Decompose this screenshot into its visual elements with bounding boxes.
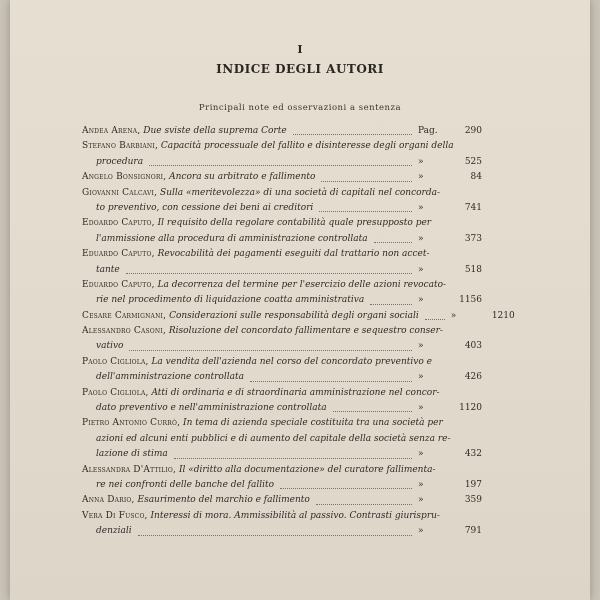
page-ref-number: 1156: [459, 295, 482, 306]
index-entry-line: [82, 247, 482, 262]
index-entry-line: [82, 232, 482, 247]
index-entry-line: [82, 293, 482, 308]
work-title: Ancora su arbitrato e fallimento: [169, 172, 316, 183]
index-entry: [82, 324, 482, 355]
work-title: Interessi di mora. Ammissibilità al passivo. Contrasti giurispru-: [150, 510, 440, 521]
index-entry: [82, 386, 482, 417]
page-ref-number: 525: [464, 156, 482, 167]
page-ref-number: 741: [464, 202, 482, 213]
author-name: Cesare Carmignani,: [82, 310, 167, 321]
author-name: Andea Arena,: [82, 125, 141, 136]
page-ref-mark: »: [418, 295, 424, 306]
author-name: Eduardo Caputo,: [82, 279, 155, 290]
index-entry-line: [82, 186, 482, 201]
index-entry-line: [82, 170, 482, 185]
page-ref-number: 432: [464, 449, 482, 460]
dot-leader: [129, 350, 412, 351]
index-entry-line: [82, 432, 482, 447]
index-entry: [82, 278, 482, 309]
dot-leader: [316, 504, 412, 505]
work-title: Il «diritto alla documentazione» del curatore fallimenta-: [178, 464, 436, 475]
author-name: Angelo Bonsignori,: [82, 172, 167, 183]
page-ref-mark: »: [450, 310, 457, 321]
index-entry: [82, 509, 482, 540]
dot-leader: [425, 319, 445, 320]
index-entry-line: [82, 339, 482, 354]
work-title: Esaurimento del marchio e fallimento: [137, 495, 310, 506]
work-title: Considerazioni sulle responsabilità degli organi sociali: [169, 310, 419, 321]
section-title: Principali note ed osservazioni a sentenza: [198, 103, 402, 113]
page-ref-mark: »: [418, 526, 424, 537]
author-name: Vera Di Fusco,: [82, 510, 148, 521]
dot-leader: [250, 381, 412, 382]
author-name: Stefano Barbiani,: [82, 141, 159, 152]
work-title: procedura: [96, 156, 144, 167]
author-name: Eduardo Caputo,: [82, 249, 155, 260]
index-entry-line: [82, 478, 482, 493]
work-title: Revocabilità dei pagamenti eseguiti dal trattario non accet-: [157, 249, 430, 260]
index-entry: [82, 124, 482, 139]
index-entry-line: [82, 309, 515, 324]
work-title: re nei confronti delle banche del fallito: [96, 479, 274, 490]
page-title: INDICE DEGLI AUTORI: [216, 62, 384, 76]
page-ref-number: 791: [464, 526, 482, 537]
dot-leader: [174, 458, 412, 459]
page-ref-mark: »: [418, 403, 424, 414]
author-name: Alessandro Casoni,: [82, 326, 166, 337]
dot-leader: [370, 304, 412, 305]
index-entry: [82, 186, 482, 217]
index-entry: [82, 355, 482, 386]
dot-leader: [333, 411, 412, 412]
author-name: Alessandra D'Attilio,: [82, 464, 177, 475]
dot-leader: [138, 535, 412, 536]
page-ref-mark: »: [418, 372, 424, 383]
page-ref-number: 1210: [491, 310, 515, 321]
author-name: Anna Dario,: [82, 495, 135, 506]
index-entry-line: [82, 124, 482, 139]
index-entry-line: [82, 201, 482, 216]
index-entry-line: [82, 139, 482, 154]
page-ref-mark: »: [418, 264, 424, 275]
index-entry: [82, 463, 482, 494]
index-entry: [82, 170, 482, 185]
work-title: In tema di azienda speciale costituita tra una società per: [183, 418, 443, 429]
page-ref-number: 403: [464, 341, 482, 352]
dot-leader: [149, 165, 412, 166]
work-title: La decorrenza del termine per l'esercizio delle azioni revocato-: [157, 279, 447, 290]
work-title: Sulla «meritevolezza» di una società di capitali nel concorda-: [160, 187, 441, 198]
page-ref-number: 290: [464, 125, 482, 136]
work-title: rie nel procedimento di liquidazione coatta amministrativa: [96, 295, 365, 306]
work-title: Atti di ordinaria e di straordinaria amministrazione nel concor-: [151, 387, 440, 398]
page-ref-number: 373: [464, 233, 482, 244]
dot-leader: [280, 488, 412, 489]
work-title: tante: [96, 264, 120, 275]
work-title: vativo: [96, 341, 124, 352]
index-entry-line: [82, 216, 482, 231]
index-entry-line: [82, 509, 482, 524]
page-ref-number: 518: [464, 264, 482, 275]
work-title: Due sviste della suprema Corte: [143, 125, 287, 136]
dot-leader: [374, 242, 412, 243]
index-entry: [82, 493, 482, 508]
index-entry: [82, 247, 482, 278]
index-entry-line: [82, 493, 482, 508]
page-ref-mark: »: [418, 495, 424, 506]
work-title: lazione di stima: [96, 449, 168, 460]
dot-leader: [321, 181, 412, 182]
index-entry-line: [82, 263, 482, 278]
work-title: l'ammissione alla procedura di amministrazione controllata: [96, 233, 368, 244]
index-entry-line: [82, 401, 482, 416]
index-entry: [82, 309, 515, 324]
page-ref-mark: »: [418, 449, 424, 460]
page-ref-mark: Pag.: [418, 125, 438, 136]
book-page: [10, 0, 590, 600]
work-title: to preventivo, con cessione dei beni ai creditori: [96, 202, 314, 213]
page-number: I: [297, 43, 303, 56]
author-name: Giovanni Calcavi,: [82, 187, 158, 198]
author-name: Paolo Cigliola,: [82, 356, 149, 367]
index-entry-line: [82, 416, 482, 431]
page-ref-number: 426: [464, 372, 482, 383]
page-ref-mark: »: [418, 156, 424, 167]
page-ref-mark: »: [418, 172, 424, 183]
index-entry: [82, 216, 482, 247]
index-entry-line: [82, 324, 482, 339]
index-entry-line: [82, 447, 482, 462]
work-title: dell'amministrazione controllata: [96, 372, 244, 383]
index-entry-line: [82, 463, 482, 478]
author-index-list: [82, 124, 515, 540]
page-ref-mark: »: [418, 202, 424, 213]
dot-leader: [126, 273, 412, 274]
index-entry-line: [82, 370, 482, 385]
index-entry-line: [82, 278, 482, 293]
work-title: La vendita dell'azienda nel corso del concordato preventivo e: [151, 356, 432, 367]
index-entry-line: [82, 524, 482, 539]
page-ref-number: 1120: [459, 403, 482, 414]
index-entry-line: [82, 355, 482, 370]
author-name: Edoardo Caputo,: [82, 218, 155, 229]
page-ref-mark: »: [418, 233, 424, 244]
page-ref-mark: »: [418, 341, 424, 352]
dot-leader: [319, 211, 412, 212]
page-ref-mark: »: [418, 479, 424, 490]
page-ref-number: 197: [464, 479, 482, 490]
work-title: denziali: [96, 526, 132, 537]
index-entry-line: [82, 155, 482, 170]
index-entry: [82, 416, 482, 462]
page-ref-number: 84: [470, 172, 482, 183]
work-title: Il requisito della regolare contabilità quale presupposto per: [157, 218, 432, 229]
index-entry-line: [82, 386, 482, 401]
work-title: azioni ed alcuni enti pubblici e di aumento del capitale della società senza re-: [96, 433, 451, 444]
author-name: Pietro Antonio Currò,: [82, 418, 181, 429]
index-entry: [82, 139, 482, 170]
author-name: Paolo Cigliola,: [82, 387, 149, 398]
work-title: dato preventivo e nell'amministrazione controllata: [96, 403, 327, 414]
work-title: Capacità processuale del fallito e disinteresse degli organi della: [160, 141, 454, 152]
work-title: Risoluzione del concordato fallimentare e sequestro conser-: [168, 326, 443, 337]
page-ref-number: 359: [464, 495, 482, 506]
dot-leader: [293, 134, 412, 135]
